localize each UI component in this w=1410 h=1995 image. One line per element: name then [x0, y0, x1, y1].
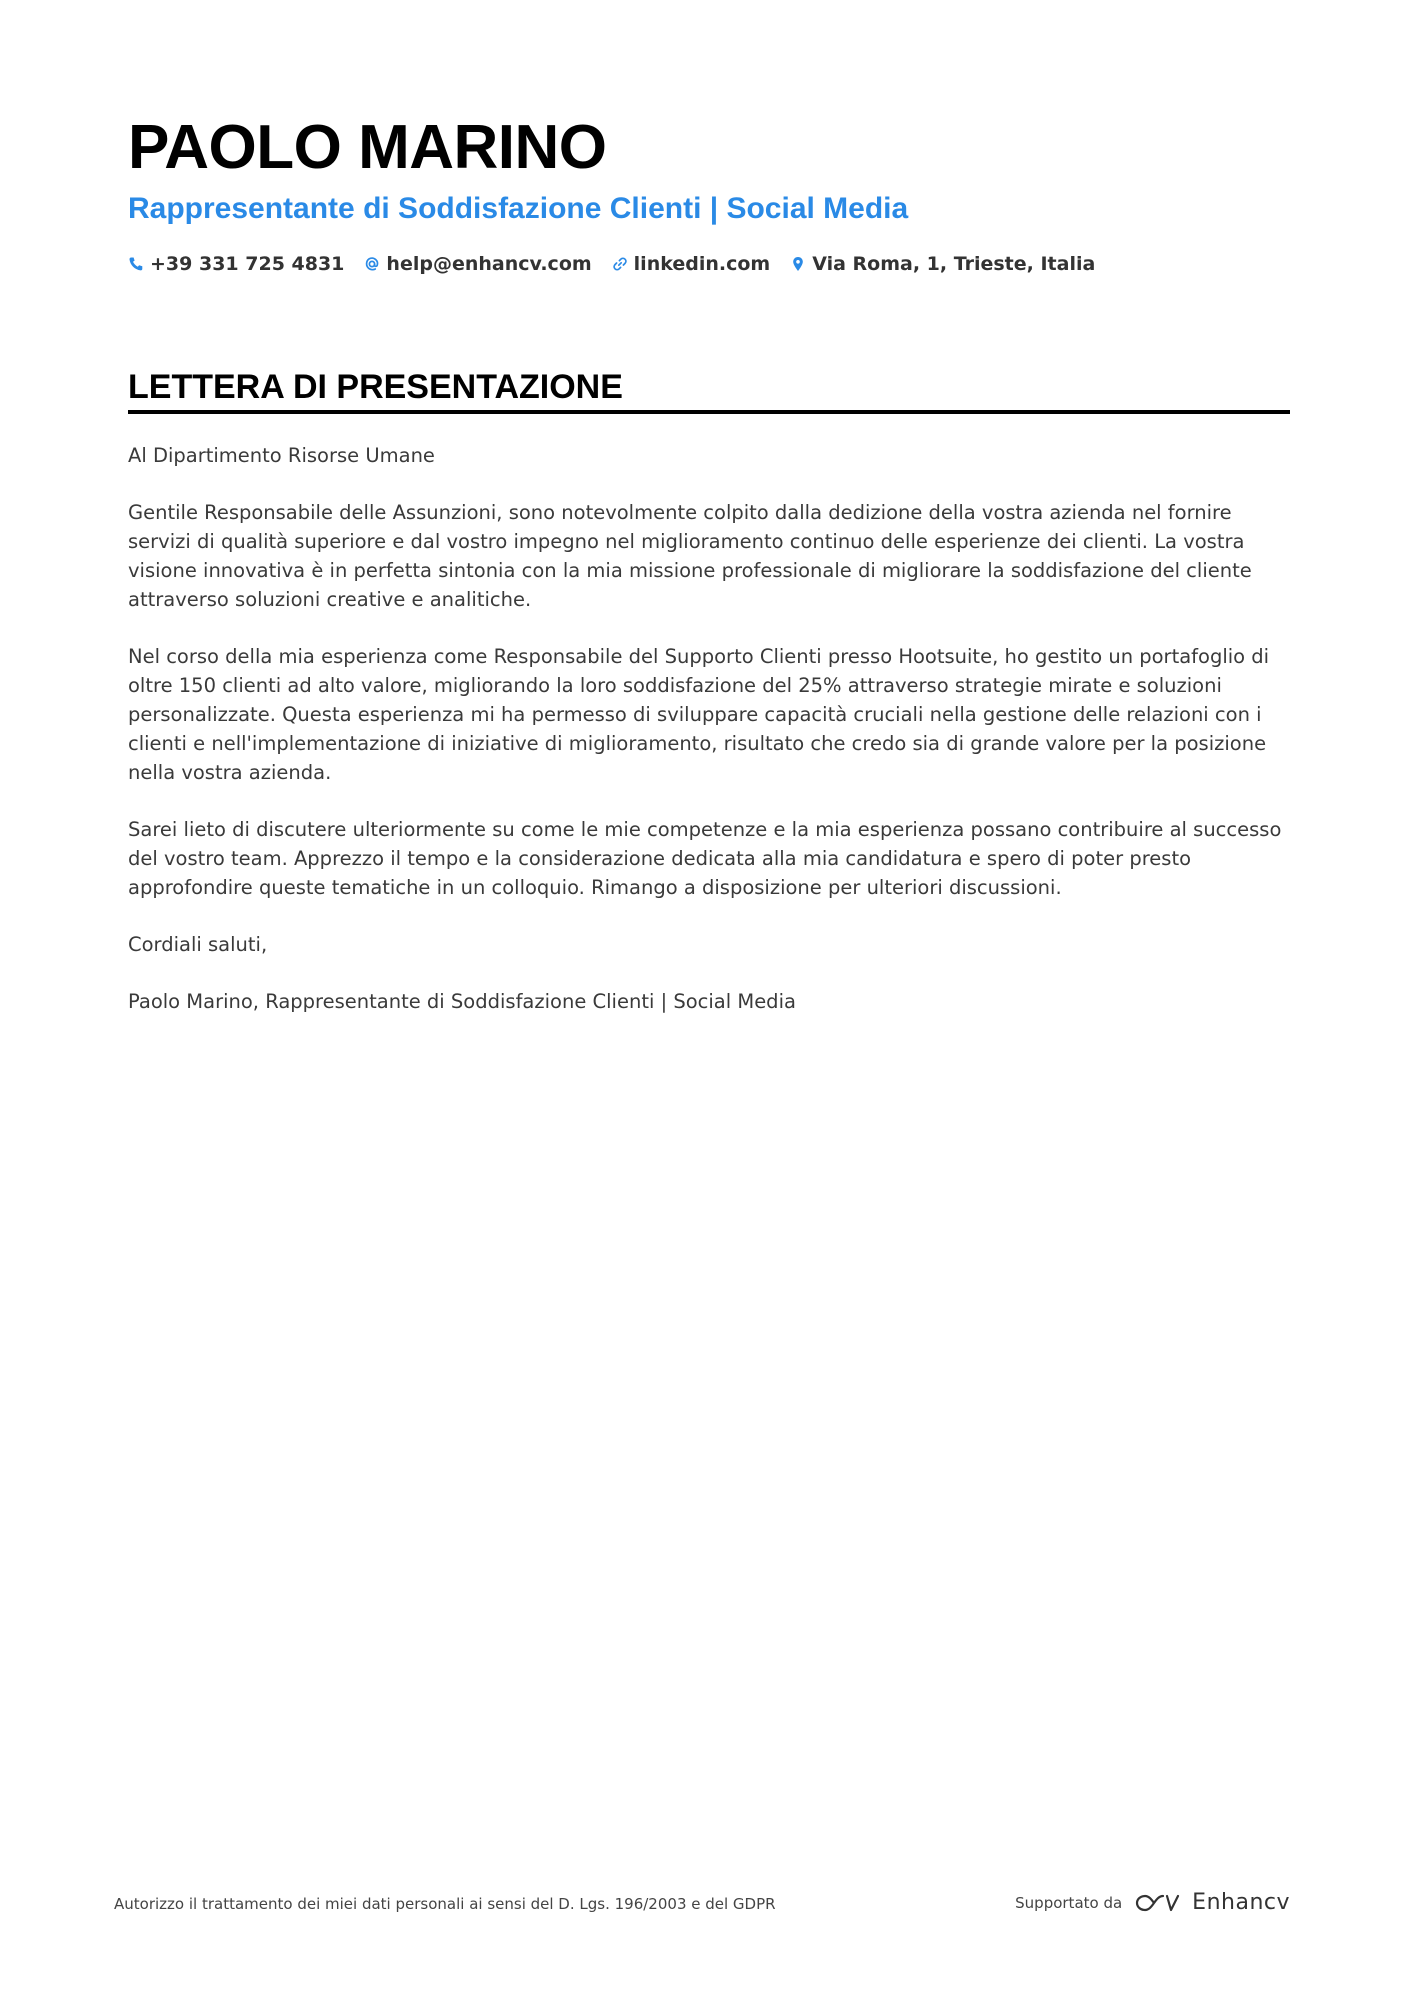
at-icon — [364, 256, 380, 272]
email-address: help@enhancv.com — [386, 253, 592, 275]
powered-by-label: Supportato da — [1015, 1893, 1123, 1912]
letter-paragraph-2: Nel corso della mia esperienza come Responsabile del Supporto Clienti presso Hootsuite, ho gestito un portafoglio di oltre 150 clienti ad alto valore, migliorando la loro soddisfazione del 25% attraverso strategie mirate e soluzioni personalizzate. Questa esperienza mi ha permesso di sviluppare capacità cruciali nella gestione delle relazioni con i clienti e nell'implementazione di iniziative di miglioramento, risultato che credo sia di grande valore per la posizione nella vostra azienda. — [128, 645, 1270, 784]
contact-address — [790, 253, 1095, 275]
enhancv-logo-icon — [1134, 1891, 1180, 1915]
letter-body — [128, 441, 1290, 1044]
link-icon — [612, 256, 628, 272]
section-divider — [128, 410, 1290, 414]
contact-bar — [128, 253, 1095, 275]
address-text: Via Roma, 1, Trieste, Italia — [812, 253, 1096, 275]
website-link: linkedin.com — [633, 253, 771, 275]
letter-paragraph-3: Sarei lieto di discutere ulteriormente su come le mie competenze e la mia esperienza possano contribuire al successo del vostro team. Apprezzo il tempo e la considerazione dedicata alla mia candidatura e spero di poter presto approfondire queste tematiche in un colloquio. Rimango a disposizione per ulteriori discussioni. — [128, 818, 1282, 899]
location-pin-icon — [790, 256, 806, 272]
letter-closing: Cordiali saluti, — [128, 933, 268, 956]
powered-by — [1015, 1890, 1290, 1915]
letter-recipient: Al Dipartimento Risorse Umane — [128, 444, 435, 467]
phone-number: +39 331 725 4831 — [150, 253, 345, 275]
brand-name: Enhancv — [1192, 1890, 1290, 1915]
applicant-name: PAOLO MARINO — [128, 113, 607, 182]
letter-signature: Paolo Marino, Rappresentante di Soddisfazione Clienti | Social Media — [128, 990, 796, 1013]
letter-paragraph-1: Gentile Responsabile delle Assunzioni, sono notevolmente colpito dalla dedizione della vostra azienda nel fornire servizi di qualità superiore e dal vostro impegno nel miglioramento continuo delle esperienze dei clienti. La vostra visione innovativa è in perfetta sintonia con la mia missione professionale di migliorare la soddisfazione del cliente attraverso soluzioni creative e analitiche. — [128, 501, 1252, 611]
contact-website[interactable] — [612, 253, 771, 275]
contact-phone[interactable] — [128, 253, 344, 275]
section-title: LETTERA DI PRESENTAZIONE — [128, 368, 623, 406]
enhancv-brand[interactable] — [1134, 1890, 1290, 1915]
privacy-consent-note: Autorizzo il trattamento dei miei dati personali ai sensi del D. Lgs. 196/2003 e del GDPR — [114, 1895, 776, 1913]
phone-icon — [128, 256, 144, 272]
contact-email[interactable] — [364, 253, 591, 275]
applicant-headline: Rappresentante di Soddisfazione Clienti | Social Media — [128, 192, 909, 225]
